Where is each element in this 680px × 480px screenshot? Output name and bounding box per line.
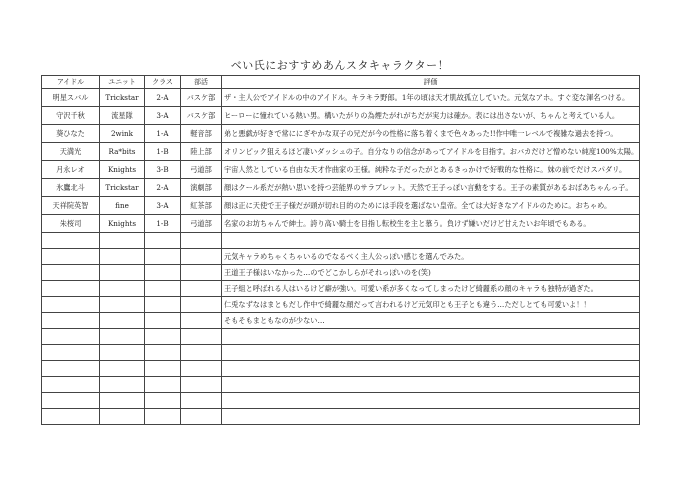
empty-cell	[100, 409, 145, 425]
empty-cell	[42, 265, 100, 281]
empty-cell	[100, 297, 145, 313]
club-name: バスケ部	[181, 89, 222, 107]
empty-cell	[145, 297, 181, 313]
unit-name: Trickstar	[100, 89, 145, 107]
empty-cell	[145, 409, 181, 425]
table-row	[42, 107, 640, 125]
club-name: 軽音部	[181, 125, 222, 143]
empty-cell	[181, 329, 222, 345]
empty-cell	[145, 361, 181, 377]
club-name: 弓道部	[181, 161, 222, 179]
empty-cell	[181, 393, 222, 409]
header-unit: ユニット	[100, 76, 145, 89]
unit-name: Ra*bits	[100, 143, 145, 161]
table-row	[42, 161, 640, 179]
note-row	[42, 409, 640, 425]
note-text	[222, 409, 640, 425]
header-idol: アイドル	[42, 76, 100, 89]
empty-cell	[181, 265, 222, 281]
empty-cell	[100, 329, 145, 345]
empty-cell	[42, 329, 100, 345]
class-name: 1-B	[145, 143, 181, 161]
empty-cell	[100, 265, 145, 281]
empty-cell	[181, 233, 222, 249]
header-class: クラス	[145, 76, 181, 89]
evaluation-text: 弟と悪戯が好きで常ににぎやかな双子の兄だが今の性格に落ち着くまで色々あった!!作中唯一レベルで複雑な過去を持つ。	[222, 125, 640, 143]
header-evaluation: 評価	[222, 76, 640, 89]
empty-cell	[100, 361, 145, 377]
class-name: 1-A	[145, 125, 181, 143]
note-text	[222, 377, 640, 393]
empty-cell	[181, 281, 222, 297]
idol-name: 朱桜司	[42, 215, 100, 233]
unit-name: Knights	[100, 161, 145, 179]
empty-cell	[145, 345, 181, 361]
club-name: 紅茶部	[181, 197, 222, 215]
empty-cell	[181, 409, 222, 425]
empty-cell	[100, 249, 145, 265]
empty-cell	[42, 345, 100, 361]
empty-cell	[145, 265, 181, 281]
unit-name: 流星隊	[100, 107, 145, 125]
empty-cell	[181, 249, 222, 265]
idol-name: 天満光	[42, 143, 100, 161]
evaluation-text: ザ・主人公でアイドルの中のアイドル。キラキラ野郎。1年の頃は天才肌故孤立していた。元気なアホ。すぐ変な渾名つける。	[222, 89, 640, 107]
empty-cell	[42, 249, 100, 265]
note-row	[42, 233, 640, 249]
table-row	[42, 215, 640, 233]
note-row	[42, 361, 640, 377]
note-text	[222, 393, 640, 409]
table-row	[42, 197, 640, 215]
idol-name: 月永レオ	[42, 161, 100, 179]
note-row	[42, 297, 640, 313]
evaluation-text: 名家のお坊ちゃんで紳士。誇り高い騎士を目指し転校生を主と慕う。負けず嫌いだけど甘えたいお年頃でもある。	[222, 215, 640, 233]
idol-name: 明星スバル	[42, 89, 100, 107]
empty-cell	[100, 393, 145, 409]
note-text: 王道王子様はいなかった…のでどこかしらがそれっぽいのを(笑)	[222, 265, 640, 281]
empty-cell	[145, 249, 181, 265]
class-name: 1-B	[145, 215, 181, 233]
note-text	[222, 345, 640, 361]
note-text: そもそもまともなのが少ない…	[222, 313, 640, 329]
note-row	[42, 393, 640, 409]
empty-cell	[145, 329, 181, 345]
evaluation-text: ヒーローに憧れている熱い男。構いたがりの為煙たがれがちだが実力は確か。表には出さないが、ちゃんと考えている人。	[222, 107, 640, 125]
idol-name: 守沢千秋	[42, 107, 100, 125]
empty-cell	[42, 377, 100, 393]
note-text: 仁兎なずなはまともだし作中で綺麗な顔だって言われるけど元気印とも王子とも違う…ただしとても可愛いよ！！	[222, 297, 640, 313]
note-text: 元気キャラめちゃくちゃいるのでなるべく主人公っぽい感じを選んでみた。	[222, 249, 640, 265]
empty-cell	[145, 233, 181, 249]
empty-cell	[42, 393, 100, 409]
table-row	[42, 143, 640, 161]
unit-name: Knights	[100, 215, 145, 233]
note-row	[42, 377, 640, 393]
note-row	[42, 249, 640, 265]
character-table	[41, 75, 640, 425]
empty-cell	[181, 361, 222, 377]
empty-cell	[145, 377, 181, 393]
empty-cell	[100, 233, 145, 249]
unit-name: 2wink	[100, 125, 145, 143]
class-name: 2-A	[145, 89, 181, 107]
club-name: 演劇部	[181, 179, 222, 197]
empty-cell	[100, 345, 145, 361]
empty-cell	[145, 281, 181, 297]
empty-cell	[100, 281, 145, 297]
empty-cell	[42, 409, 100, 425]
class-name: 3-A	[145, 107, 181, 125]
unit-name: fine	[100, 197, 145, 215]
note-row	[42, 313, 640, 329]
idol-name: 氷鷹北斗	[42, 179, 100, 197]
empty-cell	[42, 313, 100, 329]
empty-cell	[181, 297, 222, 313]
table-row	[42, 125, 640, 143]
empty-cell	[181, 313, 222, 329]
header-club: 部活	[181, 76, 222, 89]
idol-name: 葵ひなた	[42, 125, 100, 143]
club-name: 弓道部	[181, 215, 222, 233]
evaluation-text: 宇宙人然としている自由な天才作曲家の王様。純粋な子だったがとあるきっかけで好戦的な性格に。妹の前でだけスパダリ。	[222, 161, 640, 179]
note-text: 王子組と呼ばれる人はいるけど癖が強い。可愛い系が多くなってしまったけど綺麗系の顔のキャラも独特が過ぎた。	[222, 281, 640, 297]
note-row	[42, 281, 640, 297]
note-row	[42, 329, 640, 345]
empty-cell	[42, 361, 100, 377]
table-row	[42, 89, 640, 107]
evaluation-text: オリンピック狙えるほど凄いダッシュの子。自分なりの信念があってアイドルを目指す。おバカだけど憎めない純度100%太陽。	[222, 143, 640, 161]
empty-cell	[100, 313, 145, 329]
empty-cell	[42, 233, 100, 249]
empty-cell	[145, 393, 181, 409]
unit-name: Trickstar	[100, 179, 145, 197]
class-name: 2-A	[145, 179, 181, 197]
empty-cell	[181, 345, 222, 361]
club-name: 陸上部	[181, 143, 222, 161]
page-title: ベい氏におすすめあんスタキャラクター！	[230, 59, 450, 72]
empty-cell	[42, 281, 100, 297]
header-row	[42, 76, 640, 89]
club-name: バスケ部	[181, 107, 222, 125]
note-row	[42, 265, 640, 281]
empty-cell	[42, 297, 100, 313]
note-text	[222, 329, 640, 345]
class-name: 3-B	[145, 161, 181, 179]
empty-cell	[181, 377, 222, 393]
note-text	[222, 233, 640, 249]
class-name: 3-A	[145, 197, 181, 215]
note-row	[42, 345, 640, 361]
evaluation-text: 顔は正に天使で王子様だが頭が切れ目的のためには手段を選ばない皇帝。全ては大好きなアイドルのために。おちゃめ。	[222, 197, 640, 215]
evaluation-text: 顔はクール系だが熱い思いを持つ芸能界のサラブレット。天然で王子っぽい言動をする。王子の素質があるおばあちゃんっ子。	[222, 179, 640, 197]
table-row	[42, 179, 640, 197]
empty-cell	[100, 377, 145, 393]
empty-cell	[145, 313, 181, 329]
note-text	[222, 361, 640, 377]
idol-name: 天祥院英智	[42, 197, 100, 215]
